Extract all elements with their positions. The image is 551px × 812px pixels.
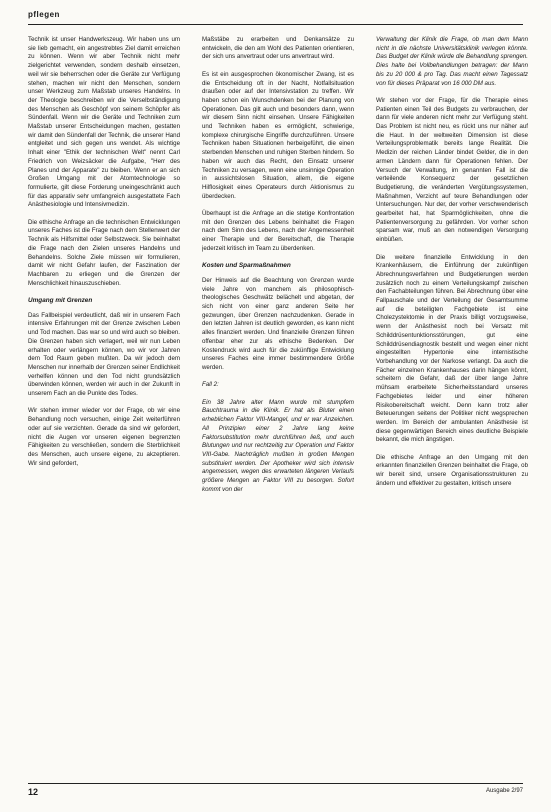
paragraph: Das Fallbeispiel verdeutlicht, daß wir in unserem Fach intensive Erfahrungen mit der Grenze zwischen Leben und Tod machen. Das war so und wird auch so bleiben. Die Grenzen haben sich verlagert, weil wir nun Leben erhalten oder verlängern können, wo wir vor Jahren dem Tod Raum geben mußten. Da wir jedoch dem Menschen nur innerhalb der Grenzen seiner Endlichkeit verhelfen können und den Tod nicht grundsätzlich überwinden können, werden wir auch in der Zukunft in unserem Fach an die Punkte des Todes.	[28, 311, 180, 398]
paragraph: Die ethische Anfrage an die technischen Entwicklungen unseres Faches ist die Frage nach dem Stellenwert der Technik als Hilfsmittel oder Selbstzweck. Sie beinhaltet die Frage nach den Zielen unseres Handelns und Behandelns. Solche Ziele müssen wir formulieren, damit wir nicht Gefahr laufen, der Faszination der Machbaren zu erliegen und die Grenzen der Menschlichkeit hinauszuschieben.	[28, 218, 180, 287]
paragraph: Überhaupt ist die Anfrage an die stetige Konfrontation mit den Grenzen des Lebens beinhaltet die Fragen nach dem Sinn des Lebens, nach der Angemessenheit einer Therapie und der Bereitschaft, die Therapie jederzeit kritisch im Team zu überdenken.	[202, 210, 354, 252]
paragraph: Technik ist unser Handwerkszeug. Wir haben uns um sie lieb gemacht, ein angestrebtes Ziel damit erreichen zu können. Wenn wir aber Technik nicht mehr zielgerichtet verwenden, sondern deshalb einsetzen, weil wir sie beherrschen oder die Geräte zur Verfügung stehen, machen wir nicht den Menschen, sondern unser Werkzeug zum Maßstab unseres Handelns. In der Theologie beschreiben wir die Verselbständigung des Menschen als Geschöpf von seinem Schöpfer als Sündenfall. Wenn wir die Geräte und Techniken zum Maßstab unserer Entscheidungen machen, gestatten wir damit den Sündenfall der Technik, die unserer Hand entgleitet und sich gegen uns wendet. Als wichtige Inhalt einer "Ethik der technischen Welt" nennt Carl Friedrich von Weizsäcker die Aufgabe, "Herr des Planes und der Apparate" zu bleiben. Wenn er an sich Großen Umgang mit der Atomtechnologie so formulierte, gilt diese Forderung uneingeschränkt auch für das apparativ sehr umfangreich ausgestattete Fach Anästhesiologie und Intensivmedizin.	[28, 36, 180, 209]
page-header	[28, 10, 523, 25]
case-text: Ein 38 Jahre alter Mann wurde mit stumpfem Bauchtrauma in die Klinik. Er hat als Bluter einen erheblichen Faktor VIII-Mangel, und er war Anzeichen. All Prinzipien einer 2 Jahre lang keine Faktorsubstitution mehr durchführen ließ, und auch Blutungen und nur rechtzeitig zur Operation und Faktor VIII-Gabe. Nachträglich mußten in großen Mengen substituiert werden. Der Apotheker wird sich intensiv angemessen, wegen des erwarteten längeren Verlaufs größere Mengen an Faktor VIII zu besorgen. Sofort kommt von der	[202, 398, 354, 493]
paragraph: Die ethische Anfrage an den Umgang mit den erkannten finanziellen Grenzen beinhaltet die Frage, ob wir bereit sind, unsere Organisationsstrukturen zu ändern und effektiver zu gestalten, kritisch unsere	[376, 453, 528, 487]
paragraph: Wir stehen vor der Frage, für die Therapie eines Patienten einen Teil des Budgets zu verbrauchen, der dann für viele anderen nicht mehr zur Verfügung steht. Das Problem ist nicht neu, es rückt uns nur näher auf die Haut. In der weltweiten Dimension ist diese Verteilungsproblematik bereits lange Realität. Die Medizin der reichen Länder bindet Gelder, die in den armen Ländern dann für Operationen fehlen. Der Versuch der Verwaltung, im genannten Fall ist die verteilende Konsequenz der gesetzlichen Budgetierung, die veränderten Vergütungssystemen, Maßnahmen, Verzicht auf teure Behandlungen oder Untersuchungen. Nur der, der vorher verschwenderisch gearbeitet hat, hat Sparmöglichkeiten, ohne die Patientenversorgung zu gefährden. Vor vorher schon sparsam war, muß an den notwendigen Versorgung einbüßen.	[376, 96, 528, 244]
paragraph: Maßstäbe zu erarbeiten und Denkansätze zu entwickeln, die den am Wohl des Patienten orientieren, der sich uns anvertraut oder uns anvertraut wird.	[202, 36, 354, 61]
page-footer	[28, 783, 523, 798]
paragraph: Es ist ein ausgesprochen ökonomischer Zwang, ist es die Entscheidung oft in der Nacht, Notfallsituation draußen oder auf der Intensivstation zu treffen. Wir haben schon ein Wunschdenken bei der Planung von Operationen. Das gilt auch und besonders dann, wenn wir diesem Sinn nicht einsehen. Unsere Fähigkeiten und Techniken haben es ermöglicht, schwierige, komplexe chirurgische Eingriffe durchzuführen. Unsere Techniken haben Situationen herbeigeführt, die einen sterbenden Menschen und ruhigen Sterben hindern. So haben wir auch das Recht, den Einsatz unserer Techniken zu versagen, wenn eine unsinnige Operation in aussichtslosen Situation, allem, die eigene Hilflosigkeit eines Operateurs durch Aktionismus zu überdecken.	[202, 70, 354, 200]
paragraph: Der Hinweis auf die Beachtung von Grenzen wurde viele Jahre von manchem als philosophisch-theologisches Geschwätz belächelt und abgetan, der sich nicht von einer ganz anderen Seite her gezwungen, über Grenzen nachzudenken. Gerade in den letzten Jahren ist deutlich geworden, es kann nicht alles finanziert werden. Und finanzielle Grenzen führen offenbar eher zur als ethische Bedenken. Der Kostendruck wird auch für die zukünftige Entwicklung unseres Faches eine immer bestimmendere Größe werden.	[202, 276, 354, 371]
text-column-2	[202, 36, 354, 781]
issue-label: Ausgabe 2/97	[485, 788, 523, 794]
paragraph: Wir stehen immer wieder vor der Frage, ob wir eine Behandlung noch versuchen, einige Zeit weiterführen oder auf sie verzichten. Gerade da sind wir gefordert, nicht die Augen vor unseren eigenen begrenzten Fähigkeiten zu verschließen, sondern die Sterblichkeit des Menschen, auch unsere eigene, zu akzeptieren. Wir sind gefordert,	[28, 407, 180, 467]
section-heading: Kosten und Sparmaßnahmen	[202, 262, 291, 270]
section-heading: Umgang mit Grenzen	[28, 297, 93, 305]
case-title: Fall 2:	[202, 381, 219, 389]
case-text-continued: Verwaltung der Klinik die Frage, ob man dem Mann nicht in die nächste Universitätsklinik verlegen könnte. Das Budget der Klinik würde die Behandlung sprengen. Dies halte bei Vollbehandlungen betragen: der Mann bis zu 20 000 & pro Tag. Das macht einen Tagessatz von für dieses Präparat von 16 000 DM aus.	[376, 36, 528, 87]
paragraph: Die weitere finanzielle Entwicklung in den Krankenhäusern, die Einführung der zukünftigen Abrechnungsverfahren und Budgetierungen werden zusätzlich noch zu einem Verteilungskampf zwischen den Fachabteilungen führen. Bei Abrechnung über eine Fallpauschale und der Verteilung der Gesamtsumme auf die beteiligten Fachgebiete ist eine Cholezystektomie in der Praxis billigt vorzugsweise, wenn der Anästhesist noch bei Versatz mit Schilddrüsentunktionsstörungen, gut eine Schilddrüsendiagnostik bestellt und wegen einer nicht eingestellten Hypertonie eine internistische Vorbehandlung vor der Narkose verlangt. Da auch die Fächer einzelnen Krankenhauses darin hängen könnt, scheitern die Gefahr, daß der über lange Jahre mühsam erarbeitete Sicherheitsstandard unseres Fachgebietes leider und einer höheren Risikobereitschaft weicht. Denn kann trotz aller Beteuerungen seitens der Politiker nicht wegsprechen werden. Im Bereich der ambulanten Anästhesie ist diese gegenwärtigen Bereich eines deutliche Beispiele bekannt, die mich ängstigen.	[376, 253, 528, 444]
magazine-logo: pflegen	[28, 10, 60, 19]
text-column-1	[28, 36, 180, 781]
text-column-3	[376, 36, 528, 781]
page-number: 12	[28, 787, 39, 797]
